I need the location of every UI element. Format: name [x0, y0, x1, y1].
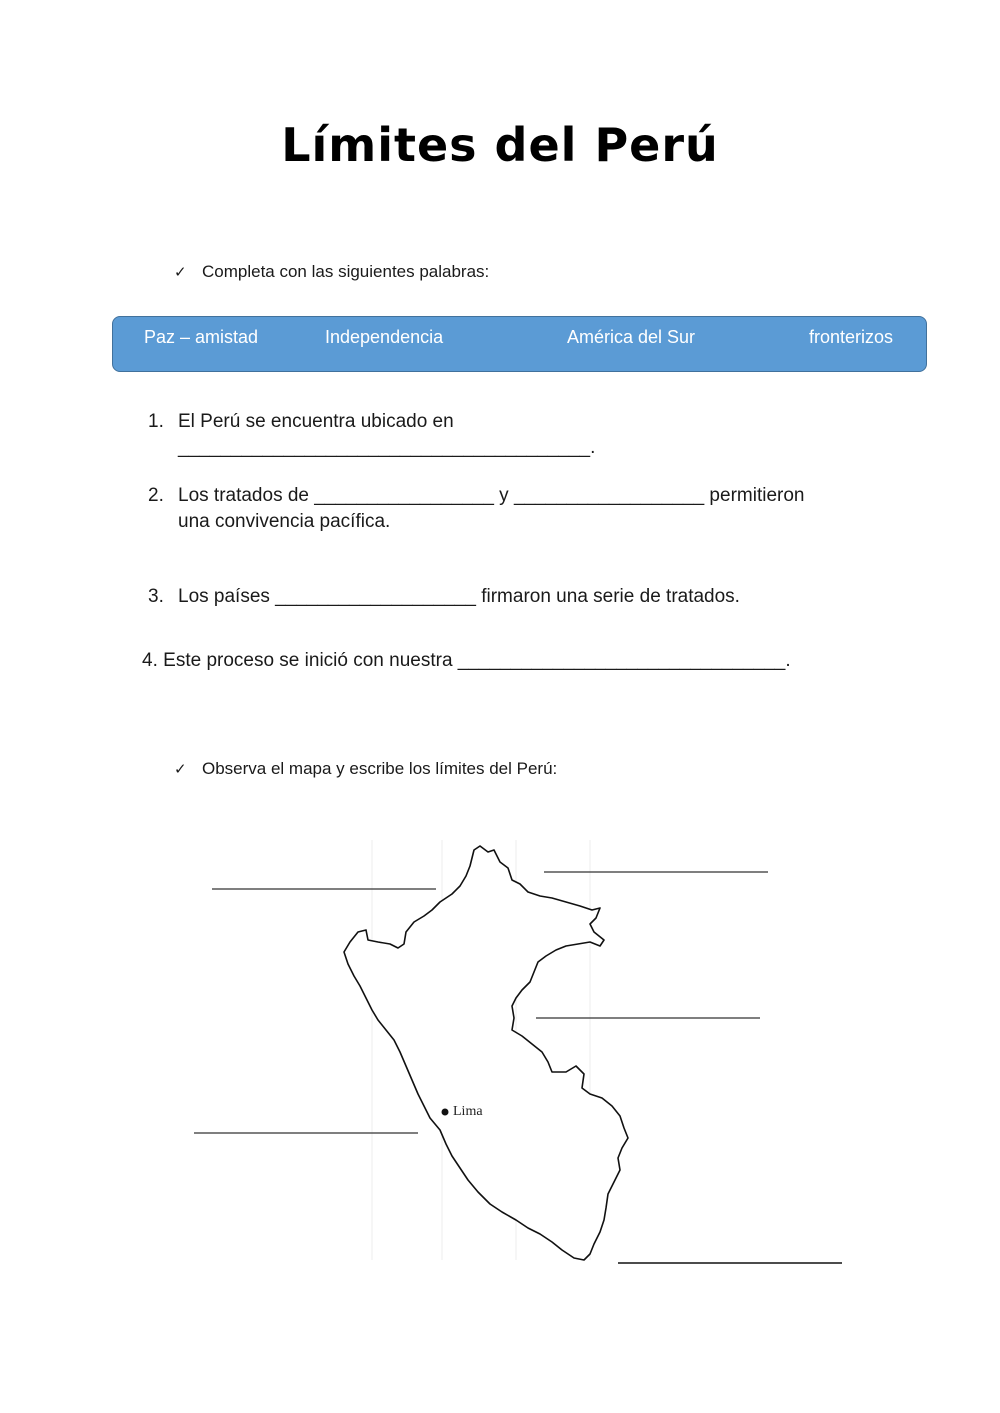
instruction-text: Observa el mapa y escribe los límites del Perú: [202, 759, 558, 778]
checkmark-icon: ✓ [174, 761, 187, 778]
question-number: 1. [148, 411, 164, 432]
word-bank-item[interactable]: fronterizos [809, 327, 894, 347]
checkmark-icon: ✓ [174, 264, 187, 281]
lima-label: Lima [453, 1104, 483, 1119]
peru-outline [344, 846, 628, 1260]
question-number: 2. [148, 485, 164, 506]
word-bank-item[interactable]: América del Sur [567, 327, 696, 347]
lima-marker [442, 1109, 449, 1116]
question-text[interactable]: Los tratados de _________________ y __________________ permitieron [178, 485, 805, 506]
question-number: 3. [148, 586, 164, 607]
question-text[interactable]: Los países ___________________ firmaron una serie de tratados. [178, 586, 740, 607]
question-text-continued: una convivencia pacífica. [178, 511, 391, 532]
page-title: Límites del Perú [281, 118, 719, 172]
word-bank-item[interactable]: Paz – amistad [144, 327, 259, 347]
instruction-text: Completa con las siguientes palabras: [202, 262, 490, 281]
question-number: 4. [142, 650, 158, 671]
answer-blank[interactable]: _______________________________________. [178, 437, 596, 458]
question-text[interactable]: Este proceso se inició con nuestra _______________________________. [163, 650, 791, 671]
word-bank-item[interactable]: Independencia [325, 327, 444, 347]
question-text: El Perú se encuentra ubicado en [178, 411, 454, 432]
